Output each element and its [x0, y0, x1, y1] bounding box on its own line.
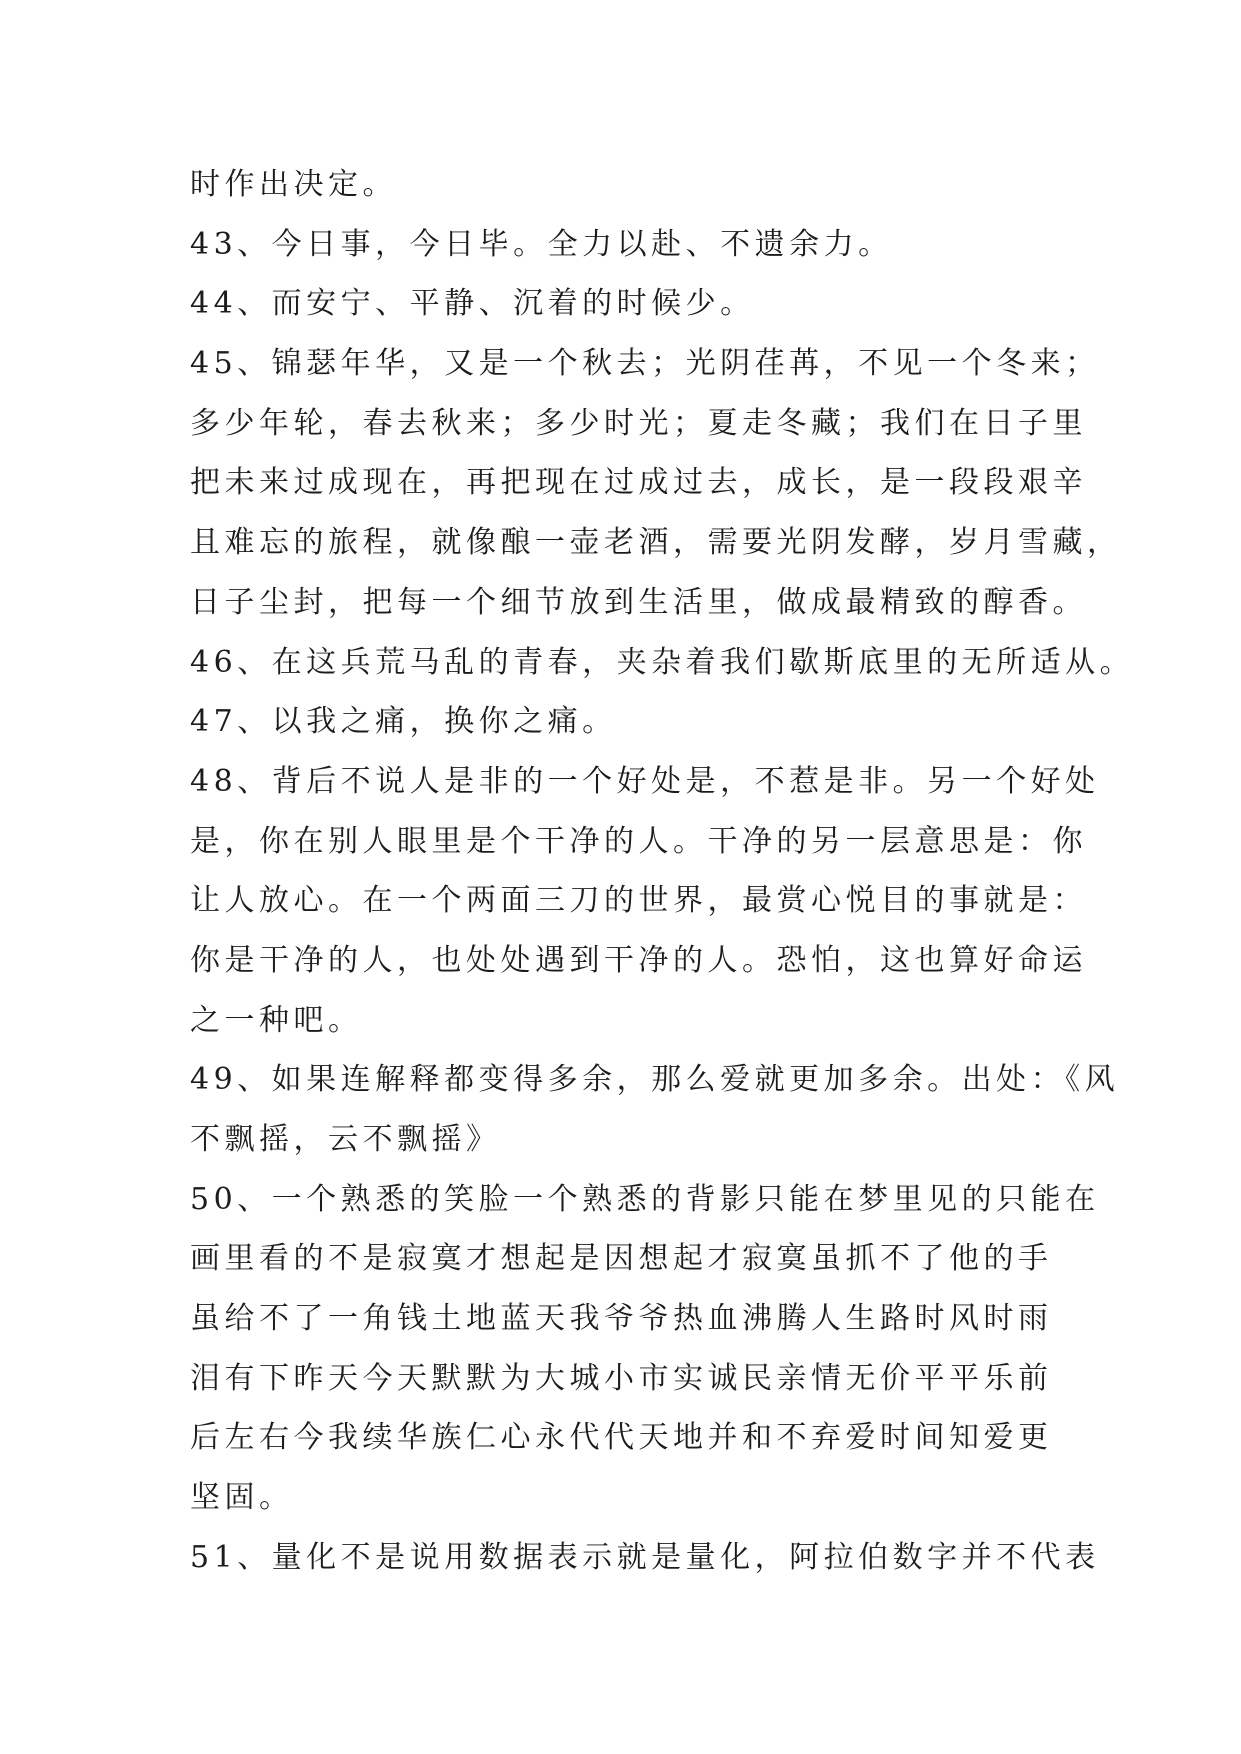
text-line: 45、锦瑟年华，又是一个秋去；光阴荏苒，不见一个冬来； [190, 346, 1100, 382]
text-line: 44、而安宁、平静、沉着的时候少。 [190, 286, 755, 322]
text-line: 51、量化不是说用数据表示就是量化，阿拉伯数字并不代表 [190, 1539, 1100, 1575]
text-line: 43、今日事，今日毕。全力以赴、不遗余力。 [190, 226, 893, 262]
text-line: 是，你在别人眼里是个干净的人。干净的另一层意思是：你 [190, 823, 1087, 859]
text-line: 你是干净的人，也处处遇到干净的人。恐怕，这也算好命运 [190, 942, 1087, 978]
text-line: 画里看的不是寂寞才想起是因想起才寂寞虽抓不了他的手 [190, 1241, 1053, 1277]
text-line: 不飘摇，云不飘摇》 [190, 1122, 501, 1157]
text-line: 后左右今我续华族仁心永代代天地并和不弃爱时间知爱更 [190, 1420, 1053, 1456]
text-line: 48、背后不说人是非的一个好处是，不惹是非。另一个好处 [190, 763, 1100, 799]
text-line: 之一种吧。 [190, 1002, 363, 1038]
text-line: 虽给不了一角钱土地蓝天我爷爷热血沸腾人生路时风时雨 [190, 1301, 1053, 1337]
text-line: 且难忘的旅程，就像酿一壶老酒，需要光阴发酵，岁月雪藏， [190, 525, 1122, 561]
text-line: 泪有下昨天今天默默为大城小市实诚民亲情无价平平乐前 [190, 1360, 1053, 1396]
text-line: 时作出决定。 [190, 167, 397, 202]
text-line: 47、以我之痛，换你之痛。 [190, 704, 617, 740]
text-line: 46、在这兵荒马乱的青春，夹杂着我们歇斯底里的无所适从。 [190, 644, 1135, 680]
text-line: 49、如果连解释都变得多余，那么爱就更加多余。出处：《风 [190, 1062, 1120, 1098]
text-line: 多少年轮，春去秋来；多少时光；夏走冬藏；我们在日子里 [190, 405, 1087, 441]
text-line: 让人放心。在一个两面三刀的世界，最赏心悦目的事就是： [190, 883, 1087, 919]
text-line: 坚固。 [190, 1480, 294, 1516]
text-line: 50、一个熟悉的笑脸一个熟悉的背影只能在梦里见的只能在 [190, 1181, 1100, 1217]
document-body [190, 155, 1135, 1588]
text-line: 日子尘封，把每一个细节放到生活里，做成最精致的醇香。 [190, 584, 1087, 620]
text-line: 把未来过成现在，再把现在过成过去，成长，是一段段艰辛 [190, 465, 1087, 501]
